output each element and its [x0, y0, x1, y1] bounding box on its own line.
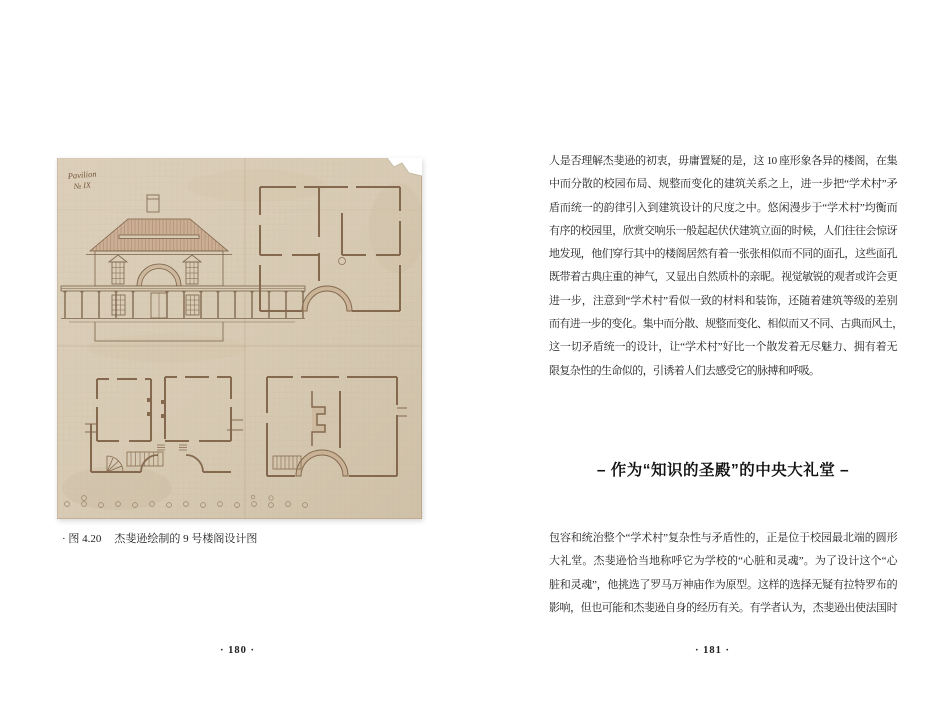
figure-caption [62, 532, 422, 547]
figure-sheet [57, 158, 422, 519]
page-number-left: · 180 · [219, 645, 255, 656]
text-line: 这一切矛盾统一的设计，让“学术村”好比一个散发着无尽魅力、拥有着无 [549, 341, 897, 354]
text-line: 地发现，他们穿行其中的楼阁居然有着一张张相似而不同的面孔，这些面孔 [549, 248, 897, 261]
figure-caption-label: · 图 4.20 [62, 533, 102, 545]
text-line: 限复杂性的生命似的，引诱着人们去感受它的脉搏和呼吸。 [549, 364, 820, 377]
paragraph-2 [549, 527, 897, 620]
handwriting-number: № IX [73, 180, 92, 191]
text-line: 而有进一步的变化。集中而分散、规整而变化、相似而又不同、古典而风土， [549, 318, 903, 331]
page-number-right: · 181 · [694, 645, 730, 656]
right-page [475, 0, 950, 705]
text-line: 有序的校园里，欣赏交响乐一般起起伏伏建筑立面的时候，人们往往会惊讶 [549, 224, 897, 237]
text-line: 盾而统一的韵律引入到建筑设计的尺度之中。悠闲漫步于“学术村”均衡而 [549, 201, 897, 214]
section-heading: – 作为“知识的圣殿”的中央大礼堂 – [596, 462, 850, 479]
text-line: 进一步，注意到“学术村”看似一致的材料和装饰，还随着建筑等级的差别 [549, 294, 897, 307]
handwriting-title: Pavilion [67, 168, 97, 181]
figure-caption-text: 杰斐逊绘制的 9 号楼阁设计图 [114, 533, 258, 545]
text-line: 脏和灵魂”，他挑选了罗马万神庙作为原型。这样的选择无疑有拉特罗布的 [549, 578, 897, 591]
text-line: 中而分散的校园布局、规整而变化的建筑关系之上，进一步把“学术村”矛 [549, 178, 897, 191]
text-line: 大礼堂。杰斐逊恰当地称呼它为学校的“心脏和灵魂”。为了设计这个“心 [549, 555, 897, 568]
text-line: 包容和统治整个“学术村”复杂性与矛盾性的，正是位于校园最北端的圆形 [549, 532, 897, 544]
text-line: 既带着古典庄重的神气，又显出自然质朴的亲昵。视觉敏锐的观者或许会更 [549, 271, 897, 284]
text-line: 影响，但也可能和杰斐逊自身的经历有关。有学者认为，杰斐逊出使法国时 [549, 601, 897, 614]
text-line: 人是否理解杰斐逊的初衷，毋庸置疑的是，这 10 座形象各异的楼阁，在集 [549, 155, 897, 167]
pavilion-drawing [57, 158, 422, 519]
paragraph-1 [549, 150, 903, 383]
